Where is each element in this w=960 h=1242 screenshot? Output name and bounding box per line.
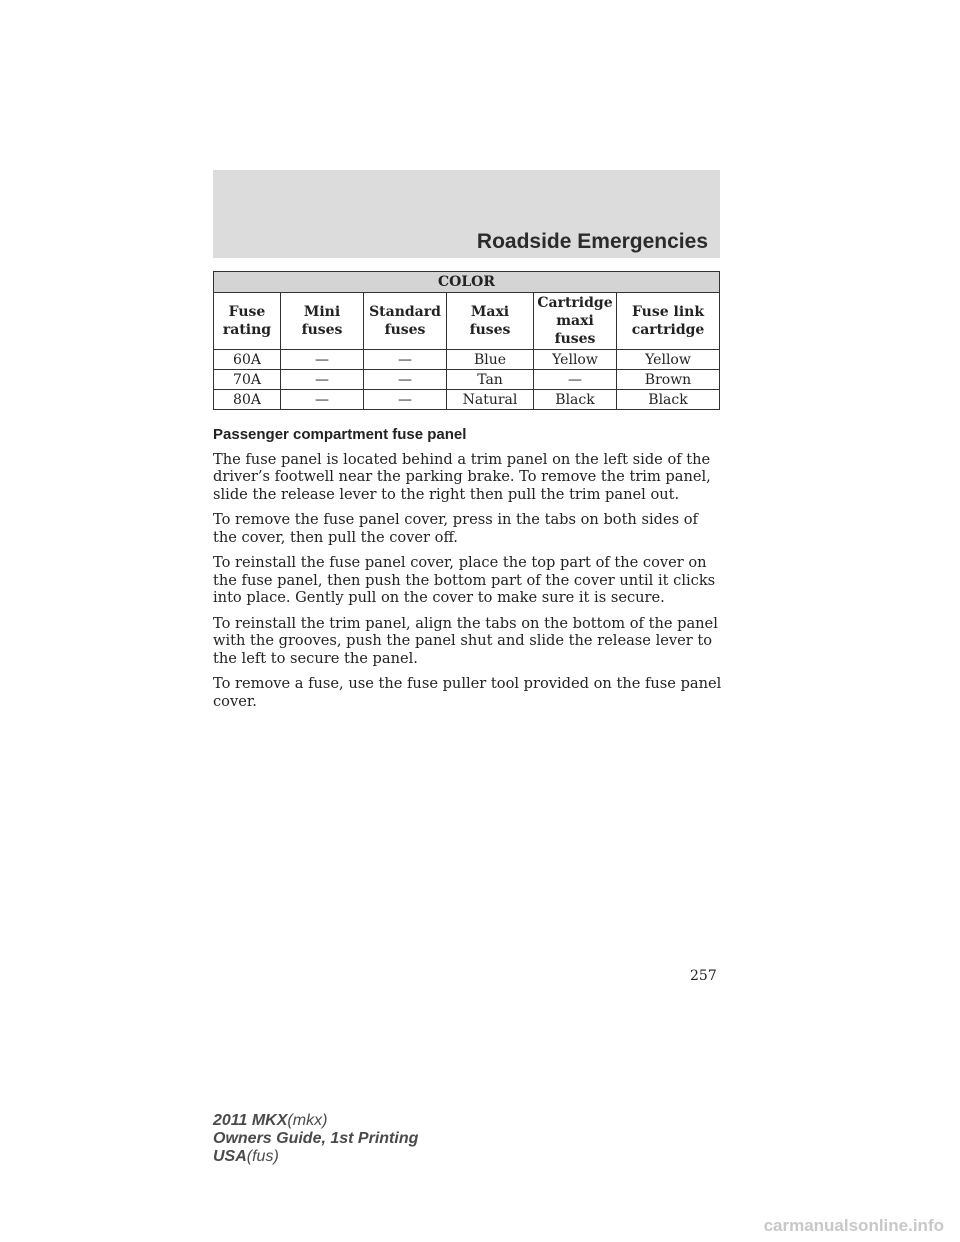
table-cell: Yellow	[617, 350, 720, 370]
paragraph: To remove a fuse, use the fuse puller tool provided on the fuse panel cover.	[213, 675, 722, 710]
column-header: Maxi fuses	[447, 293, 534, 350]
footer-guide: Owners Guide, 1st Printing	[213, 1130, 419, 1147]
column-header: Mini fuses	[281, 293, 364, 350]
footer-line-3	[213, 1148, 418, 1166]
table-row	[214, 350, 720, 370]
table-group-header-row	[214, 272, 720, 293]
table-row	[214, 370, 720, 390]
table-row	[214, 390, 720, 410]
section-content	[213, 426, 723, 718]
table-cell: —	[364, 370, 447, 390]
watermark[interactable]: carmanualsonline.info	[763, 1216, 944, 1235]
table-group-header: COLOR	[214, 272, 720, 293]
table-cell: —	[281, 350, 364, 370]
table-cell: Brown	[617, 370, 720, 390]
page-number: 257	[690, 968, 717, 984]
table-cell: Blue	[447, 350, 534, 370]
footer-line-2	[213, 1130, 418, 1148]
footer-market-code: (fus)	[246, 1148, 279, 1165]
footer-model-code: (mkx)	[287, 1112, 328, 1129]
table-cell: Tan	[447, 370, 534, 390]
table-cell: Black	[617, 390, 720, 410]
paragraph: To reinstall the trim panel, align the tabs on the bottom of the panel with the grooves, push the panel shut and slide the release lever to the left to secure the panel.	[213, 614, 718, 667]
section-title: Roadside Emergencies	[476, 230, 708, 253]
column-header: Fuse link cartridge	[617, 293, 720, 350]
footer-model: 2011 MKX	[213, 1112, 288, 1129]
column-header: Cartridge maxi fuses	[534, 293, 617, 350]
table-cell: 70A	[214, 370, 281, 390]
footer-line-1	[213, 1112, 418, 1130]
paragraph: The fuse panel is located behind a trim panel on the left side of the driver’s footwell near the parking brake. To remove the trim panel, slide the release lever to the right then pull the trim panel out.	[213, 450, 711, 503]
table-cell: 60A	[214, 350, 281, 370]
column-header: Fuse rating	[214, 293, 281, 350]
table-cell: —	[364, 350, 447, 370]
table-cell: —	[281, 390, 364, 410]
table-header-row	[214, 293, 720, 350]
table-cell: Black	[534, 390, 617, 410]
table-cell: —	[364, 390, 447, 410]
table-cell: —	[281, 370, 364, 390]
table-cell: Yellow	[534, 350, 617, 370]
table-cell: Natural	[447, 390, 534, 410]
footer	[213, 1112, 418, 1166]
section-heading: Passenger compartment fuse panel	[213, 426, 467, 443]
table-cell: 80A	[214, 390, 281, 410]
footer-market: USA	[213, 1148, 247, 1165]
table-cell: —	[534, 370, 617, 390]
paragraph: To remove the fuse panel cover, press in the tabs on both sides of the cover, then pull the cover off.	[213, 511, 698, 546]
paragraph: To reinstall the fuse panel cover, place the top part of the cover on the fuse panel, then push the bottom part of the cover until it clicks into place. Gently pull on the cover to make sure it is secure.	[213, 554, 716, 606]
fuse-color-table	[213, 271, 720, 410]
section-header-bar	[213, 170, 720, 258]
column-header: Standard fuses	[364, 293, 447, 350]
